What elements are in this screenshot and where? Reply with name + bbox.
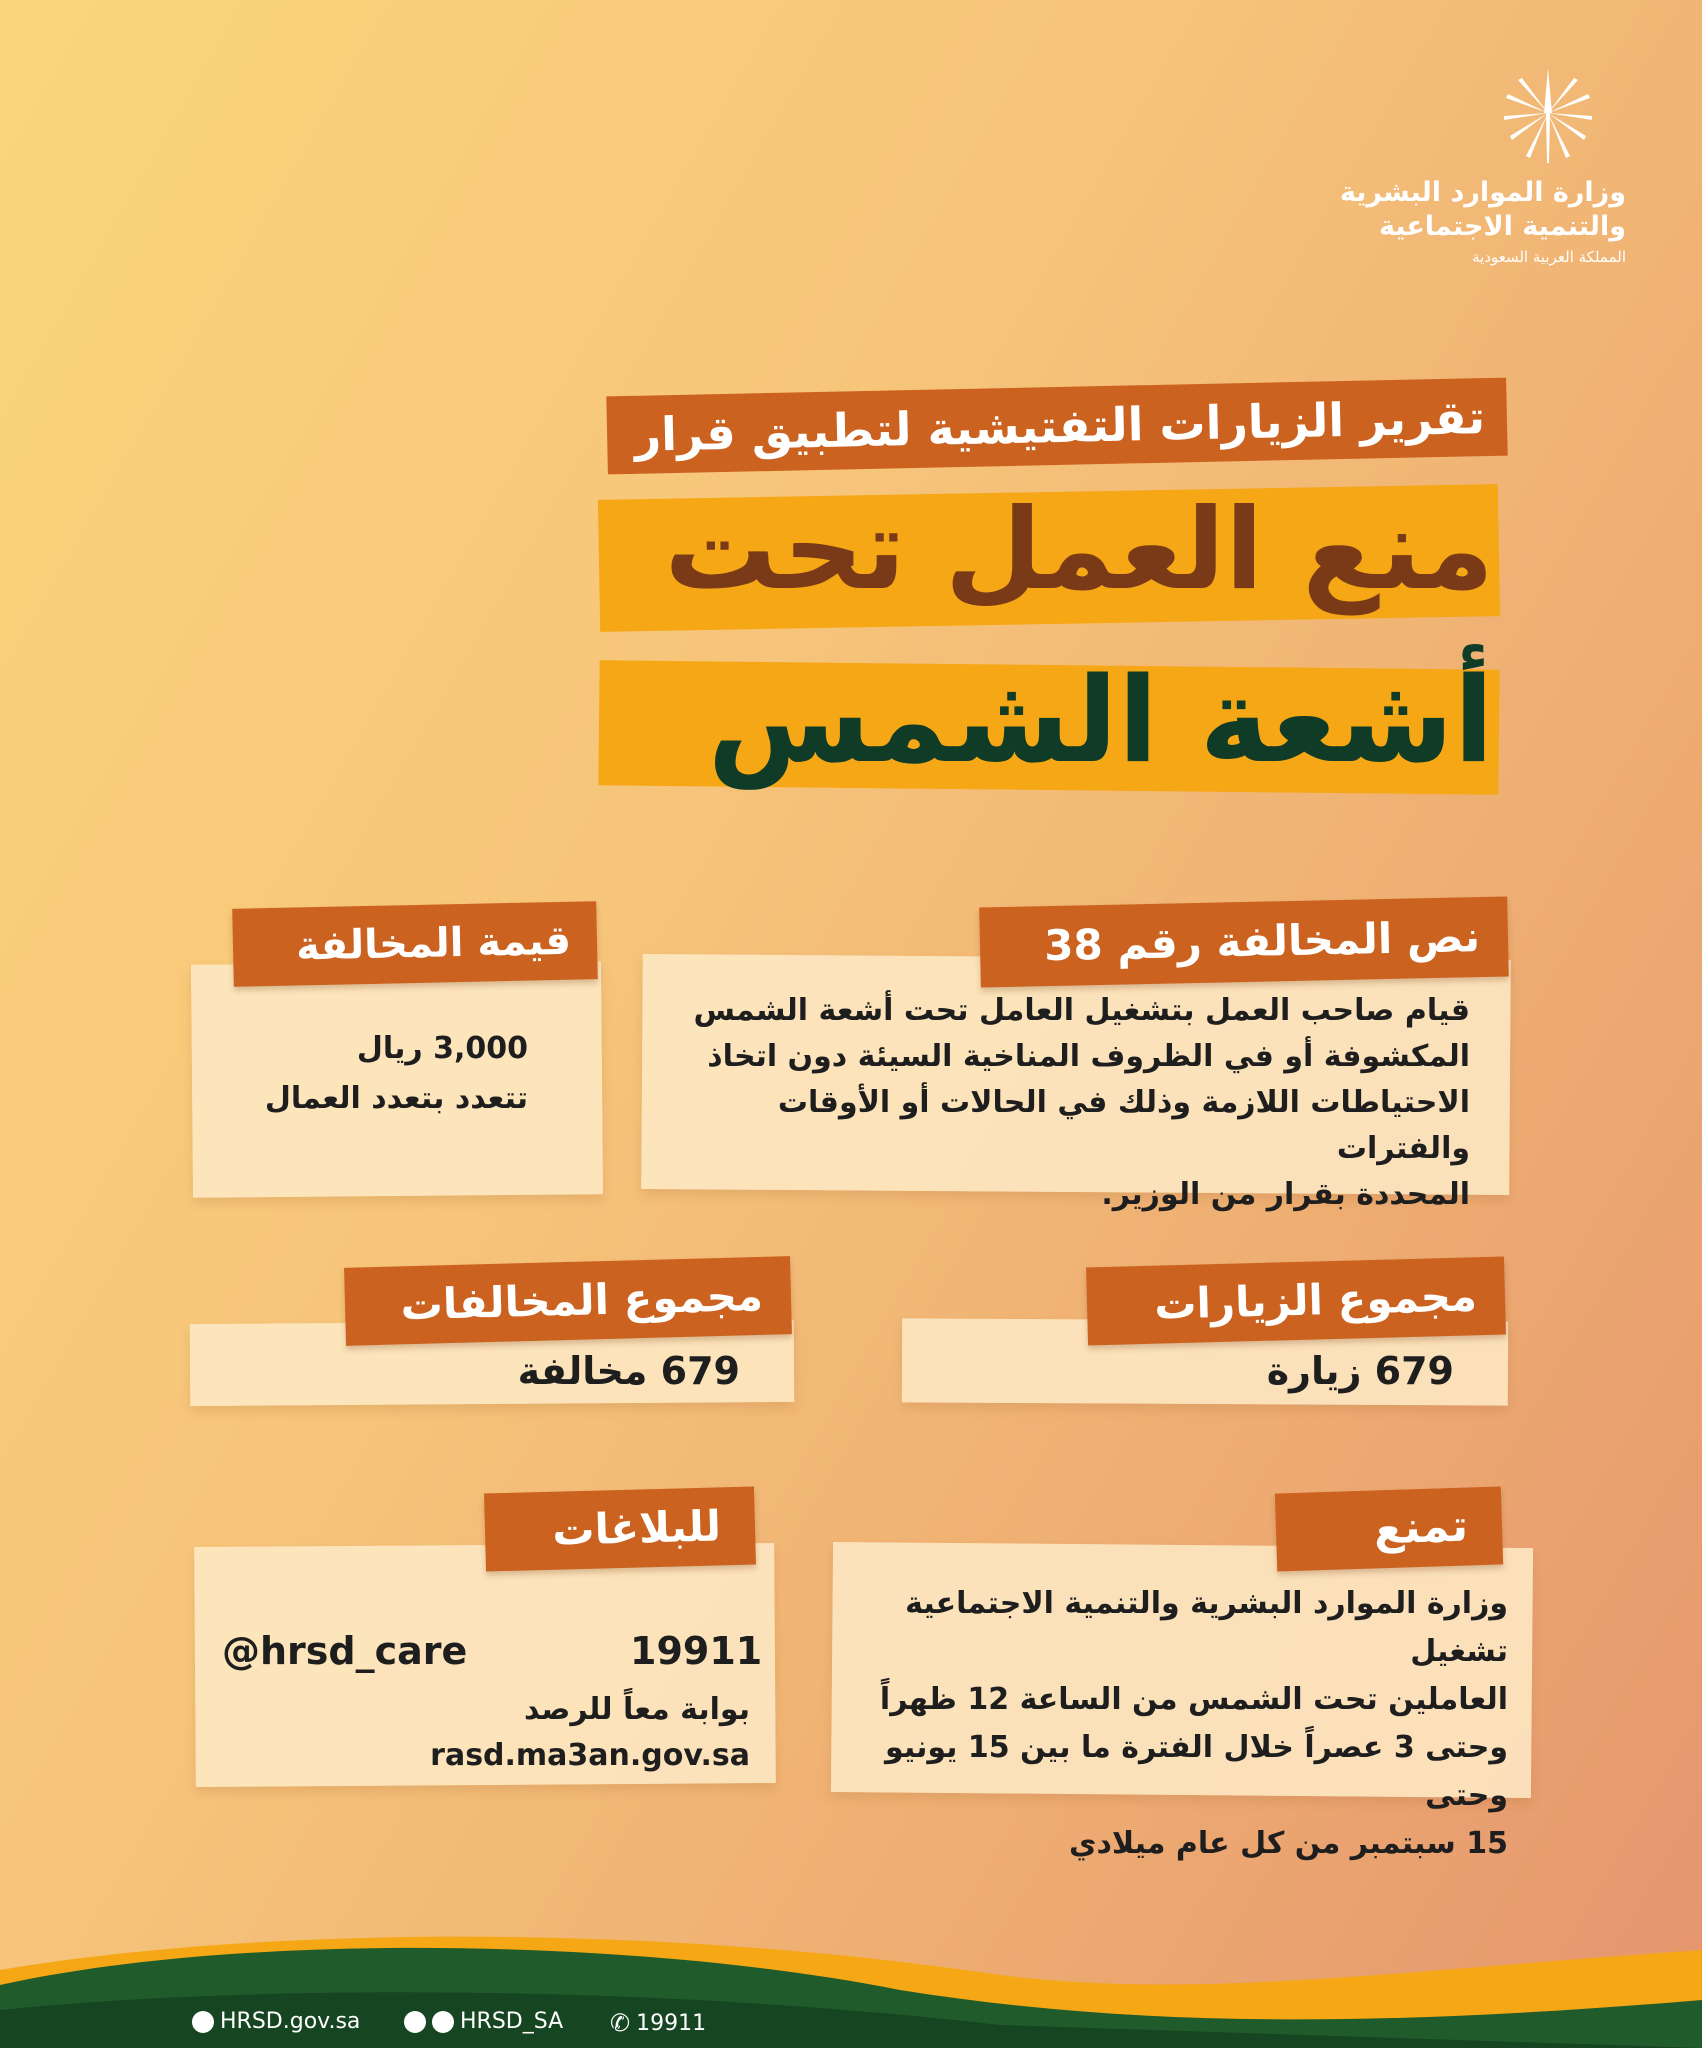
prohibits-body: [840, 1580, 1508, 1868]
footer-social-text: HRSD_SA: [460, 2009, 564, 2034]
ministry-logo: [1256, 58, 1626, 270]
reports-portal[interactable]: بوابة معاً للرصد rasd.ma3an.gov.sa: [430, 1692, 750, 1773]
prohibits-line: 15 سبتمبر من كل عام ميلادي: [1068, 1826, 1508, 1861]
prohibits-line: وزارة الموارد البشرية والتنمية الاجتماعية تشغيل: [905, 1586, 1508, 1669]
logo-line1: وزارة الموارد البشرية: [1339, 177, 1626, 208]
title-line2: أشعة الشمس: [707, 651, 1494, 789]
footer-social[interactable]: [404, 2009, 563, 2034]
violation-amount: 3,000 ريال: [356, 1031, 528, 1066]
violation-text-line: قيام صاحب العمل بتشغيل العامل تحت أشعة الشمس: [693, 993, 1470, 1028]
reports-phone[interactable]: 19911: [630, 1629, 763, 1673]
footer-website-text: HRSD.gov.sa: [220, 2009, 361, 2034]
footer-website[interactable]: [192, 2009, 360, 2034]
violation-text-line: المكشوفة أو في الظروف المناخية السيئة دون اتخاذ: [707, 1039, 1470, 1074]
reports-handle[interactable]: @hrsd_care: [222, 1629, 468, 1673]
globe-icon: [192, 2011, 214, 2033]
twitter-icon: [432, 2011, 454, 2033]
logo-line3: المملكة العربية السعودية: [1472, 248, 1626, 266]
prohibits-label: تمنع: [1275, 1486, 1503, 1571]
violation-note: تتعدد بتعدد العمال: [264, 1081, 528, 1116]
violation-text-label: نص المخالفة رقم 38: [979, 896, 1509, 987]
total-visits-label: مجموع الزيارات: [1086, 1257, 1506, 1346]
violation-text-body: [660, 988, 1470, 1218]
palm-emblem-icon: [1498, 58, 1598, 168]
violation-text-line: المحددة بقرار من الوزير.: [1101, 1177, 1470, 1212]
prohibits-line: العاملين تحت الشمس من الساعة 12 ظهراً: [879, 1682, 1508, 1717]
violation-value-label: قيمة المخالفة: [232, 901, 598, 987]
prohibits-line: وحتى 3 عصراً خلال الفترة ما بين 15 يونيو وحتى: [885, 1730, 1508, 1813]
reports-label: للبلاغات: [484, 1486, 756, 1571]
logo-line2: والتنمية الاجتماعية: [1378, 211, 1626, 242]
report-title-tag: تقرير الزيارات التفتيشية لتطبيق قرار: [606, 378, 1507, 475]
snapchat-icon: [404, 2011, 426, 2033]
title-line1: منع العمل تحت: [664, 485, 1494, 615]
footer-phone-text: 19911: [636, 2010, 707, 2036]
violation-text-line: الاحتياطات اللازمة وذلك في الحالات أو الأوقات والفترات: [777, 1085, 1470, 1166]
total-visits-value: 679 زيارة: [1266, 1349, 1454, 1393]
footer-phone[interactable]: [610, 2009, 706, 2037]
phone-icon: ✆: [610, 2009, 631, 2037]
total-violations-value: 679 مخالفة: [517, 1349, 740, 1393]
total-violations-label: مجموع المخالفات: [344, 1256, 792, 1346]
